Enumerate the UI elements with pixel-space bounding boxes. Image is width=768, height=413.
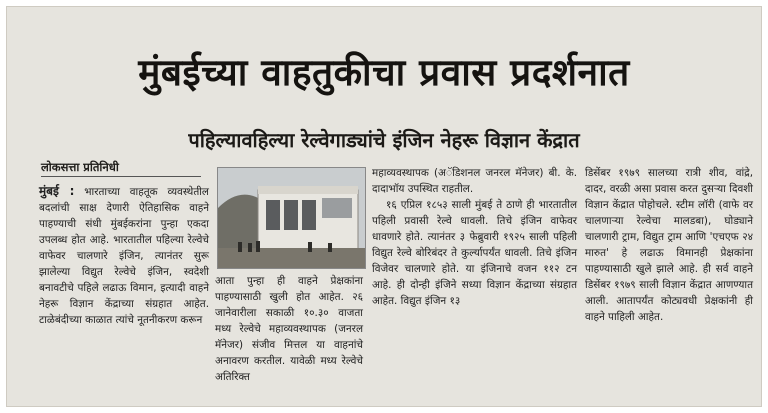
byline: लोकसत्ता प्रतिनिधी [41, 160, 201, 177]
column-4-text: डिसेंबर १९७९ सालच्या रात्री शीव, वांद्रे, दादर, वरळी असा प्रवास करत दुसऱ्या दिवशी विज्ञान केंद्रात पोहोचले. स्टीम लॉरी (वाफे वर चालणाऱ्या रेल्वेचा मालडबा), घोड्याने चालणारी ट्राम, विद्युत ट्राम आणि 'एचएफ २४ मारुत' हे लढाऊ विमानही प्रेक्षकांना पाहण्यासाठी खुले झाले आहे. ही सर्व वाहने डिसेंबर १९७९ साली विज्ञान केंद्रात आणण्यात आली. आतापर्यंत कोट्यवधी प्रेक्षकांनी ही वाहने पाहिली आहेत. [585, 167, 753, 323]
dateline: मुंबई : [39, 184, 75, 198]
subheadline: पहिल्यावहिल्या रेल्वेगाड्यांचे इंजिन नेहरू विज्ञान केंद्रात [188, 128, 580, 152]
column-1 [39, 183, 209, 328]
column-4 [585, 165, 753, 325]
column-2-text: आता पुन्हा ही वाहने प्रेक्षकांना पाहण्यासाठी खुली होत आहेत. २६ जानेवारीला सकाळी १०.३० वाजता मध्य रेल्वेचे महाव्यवस्थापक (जनरल मॅनेजर) संजीव मित्तल या वाहनांचे अनावरण करतील. यावेळी मध्य रेल्वेचे अतिरिक्त [215, 275, 363, 383]
headline: मुंबईच्या वाहतुकीचा प्रवास प्रदर्शनात [138, 51, 630, 94]
column-3-paragraph-2: १६ एप्रिल १८५३ साली मुंबई ते ठाणे ही भारतातील पहिली प्रवासी रेल्वे धावली. तिचे इंजिन वाफेवर धावणारे होते. त्यानंतर ३ फेब्रुवारी १९२५ साली पहिली विद्युत रेल्वे बोरिबंदर ते कुर्ल्यापर्यंत धावली. तिचे इंजिन विजेवर चालणारे होते. या इंजिनाचे वजन ११२ टन आहे. ही दोन्ही इंजिने सध्या विज्ञान केंद्राच्या संग्रहात आहेत. विद्युत इंजिन १३ [372, 199, 577, 307]
building-illustration [218, 168, 365, 268]
newspaper-clipping [6, 6, 762, 407]
column-1-paragraph [39, 183, 209, 328]
column-2 [215, 273, 363, 385]
column-3-paragraph-1: महाव्यवस्थापक (अॅडिशनल जनरल मॅनेजर) बी. के. दादाभॉय उपस्थित राहतील. [372, 167, 577, 195]
column-3 [372, 165, 577, 309]
column-1-text: भारताच्या वाहतूक व्यवस्थेतील बदलांची साक्ष देणारी ऐतिहासिक वाहने पाहण्याची संधी मुंबईकरांना पुन्हा एकदा उपलब्ध होत आहे. भारतातील पहिल्या रेल्वेचे वाफेवर चालणारे इंजिन, त्यानंतर सुरू झालेल्या विद्युत रेल्वेचे इंजिन, स्वदेशी बनावटीचे पहिले लढाऊ विमान, इत्यादी वाहने नेहरू विज्ञान केंद्राच्या संग्रहात आहेत. टाळेबंदीच्या काळात त्यांचे नूतनीकरण करून [39, 186, 209, 326]
museum-building-photo [217, 167, 366, 269]
